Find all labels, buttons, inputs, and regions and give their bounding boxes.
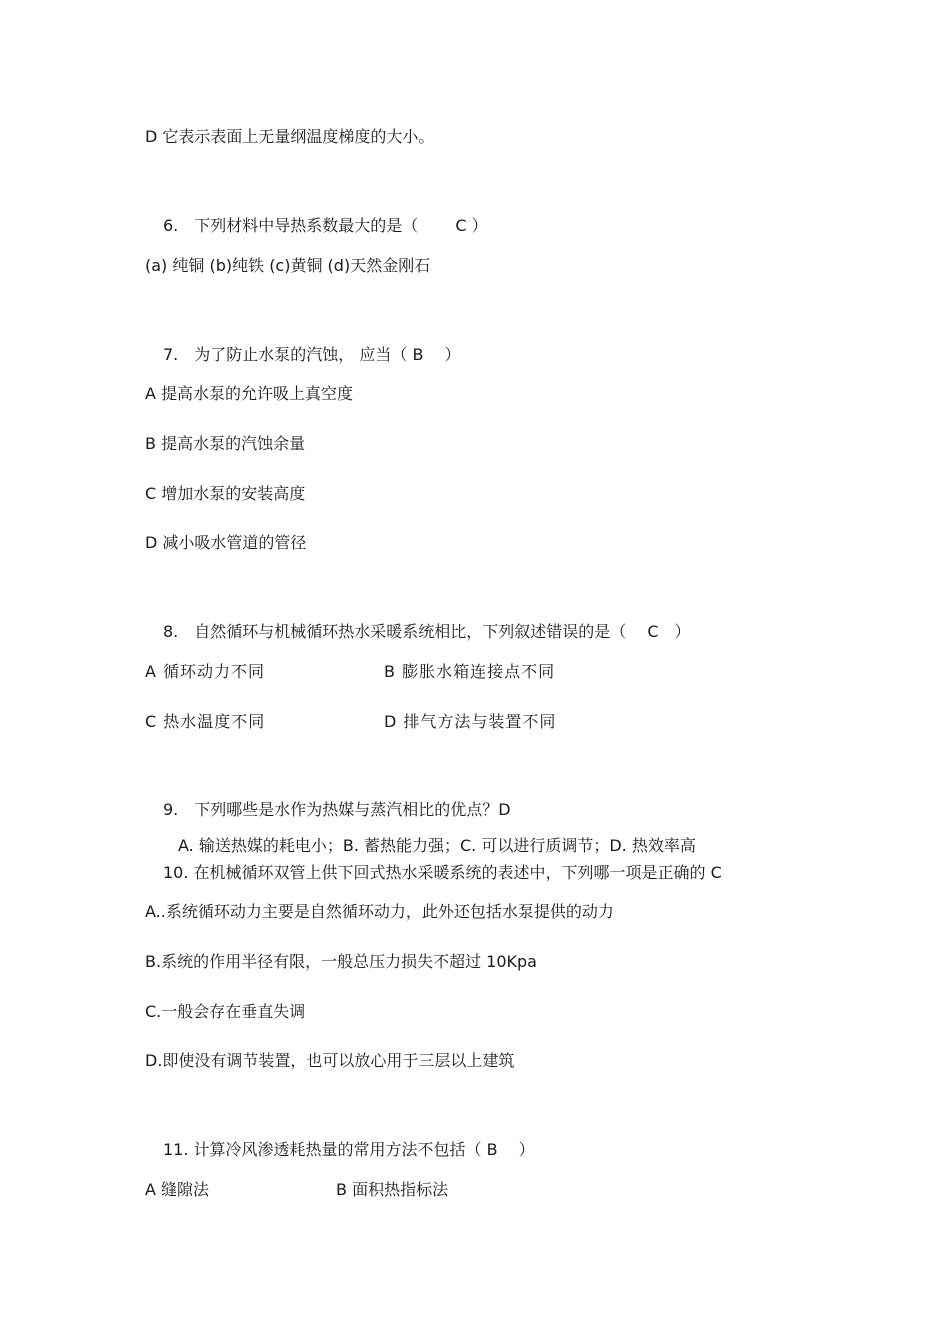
q6-stem: 6. 下列材料中导热系数最大的是（ C ） <box>163 216 488 235</box>
q9-stem: 9. 下列哪些是水作为热媒与蒸汽相比的优点？D <box>163 800 511 819</box>
q6-options: (a) 纯铜 (b)纯铁 (c)黄铜 (d)天然金刚石 <box>145 256 431 275</box>
q11-option-b: B 面积热指标法 <box>336 1180 449 1199</box>
q10-option-a: A..系统循环动力主要是自然循环动力，此外还包括水泵提供的动力 <box>145 902 614 921</box>
q11-stem: 11. 计算冷风渗透耗热量的常用方法不包括（ B ） <box>163 1140 535 1159</box>
q10-option-b: B.系统的作用半径有限，一般总压力损失不超过 10Kpa <box>145 952 537 971</box>
q7-option-a: A 提高水泵的允许吸上真空度 <box>145 384 354 403</box>
q8-option-d: D 排气方法与装置不同 <box>384 712 557 731</box>
q10-option-c: C.一般会存在垂直失调 <box>145 1002 306 1021</box>
q8-option-a: A 循环动力不同 <box>145 662 266 681</box>
q7-stem: 7. 为了防止水泵的汽蚀， 应当（ B ） <box>163 345 461 364</box>
q9-options: A. 输送热媒的耗电小；B. 蓄热能力强；C. 可以进行质调节；D. 热效率高 <box>178 836 696 855</box>
q8-option-c: C 热水温度不同 <box>145 712 266 731</box>
q7-option-d: D 减小吸水管道的管径 <box>145 533 307 552</box>
q10-option-d: D.即使没有调节装置，也可以放心用于三层以上建筑 <box>145 1051 515 1070</box>
q8-stem: 8. 自然循环与机械循环热水采暖系统相比，下列叙述错误的是（ C ） <box>163 622 691 641</box>
q7-option-c: C 增加水泵的安装高度 <box>145 484 306 503</box>
q5-option-d: D 它表示表面上无量纲温度梯度的大小。 <box>145 127 435 146</box>
q7-option-b: B 提高水泵的汽蚀余量 <box>145 434 306 453</box>
q11-option-a: A 缝隙法 <box>145 1180 210 1199</box>
q10-stem: 10. 在机械循环双管上供下回式热水采暖系统的表述中，下列哪一项是正确的 C <box>163 863 722 882</box>
q8-option-b: B 膨胀水箱连接点不同 <box>384 662 556 681</box>
